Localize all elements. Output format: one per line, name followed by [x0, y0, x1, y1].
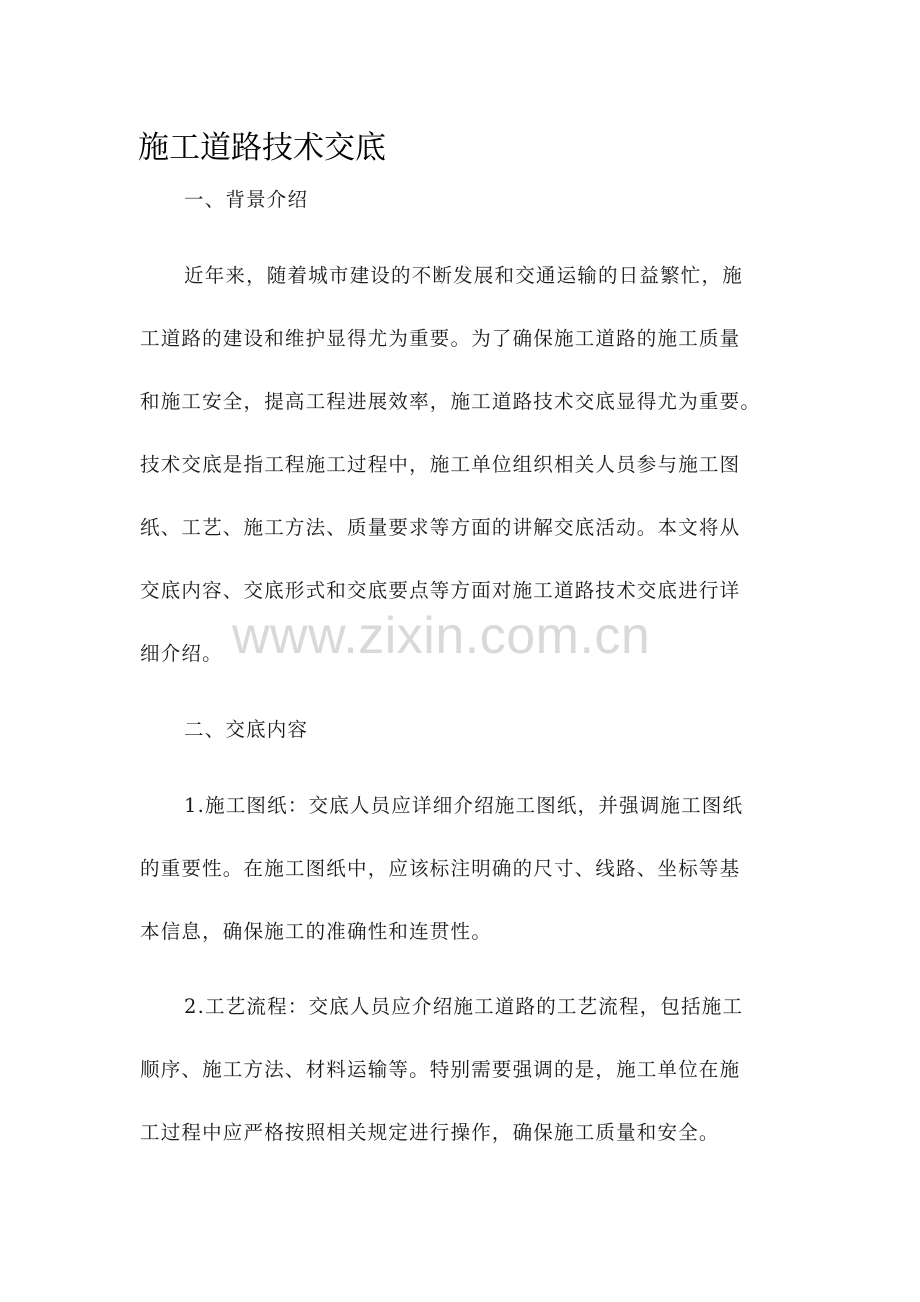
- paragraph-line: 本信息，确保施工的准确性和连贯性。: [140, 920, 492, 943]
- paragraph-line: 工道路的建设和维护显得尤为重要。为了确保施工道路的施工质量: [140, 327, 741, 350]
- paragraph-line: 细介绍。: [140, 642, 223, 665]
- paragraph-line: 顺序、施工方法、材料运输等。特别需要强调的是，施工单位在施: [140, 1058, 741, 1081]
- paragraph-line: 纸、工艺、施工方法、质量要求等方面的讲解交底活动。本文将从: [140, 516, 741, 539]
- paragraph-line: 交底内容、交底形式和交底要点等方面对施工道路技术交底进行详: [140, 579, 741, 602]
- section-heading-background: 一、背景介绍: [184, 188, 309, 211]
- paragraph-line: 工过程中应严格按照相关规定进行操作，确保施工质量和安全。: [140, 1121, 720, 1144]
- paragraph-line: 技术交底是指工程施工过程中，施工单位组织相关人员参与施工图: [140, 453, 741, 476]
- paragraph-line: 2.工艺流程：交底人员应介绍施工道路的工艺流程，包括施工: [184, 995, 744, 1018]
- document-title: 施工道路技术交底: [138, 130, 386, 166]
- paragraph-line: 1.施工图纸：交底人员应详细介绍施工图纸，并强调施工图纸: [184, 794, 744, 817]
- paragraph-line: 的重要性。在施工图纸中，应该标注明确的尺寸、线路、坐标等基: [140, 857, 741, 880]
- watermark-text: www.zixin.com.cn: [232, 607, 651, 665]
- section-heading-content: 二、交底内容: [184, 718, 309, 741]
- paragraph-line: 和施工安全，提高工程进展效率，施工道路技术交底显得尤为重要。: [140, 390, 762, 413]
- paragraph-line: 近年来，随着城市建设的不断发展和交通运输的日益繁忙，施: [184, 264, 743, 287]
